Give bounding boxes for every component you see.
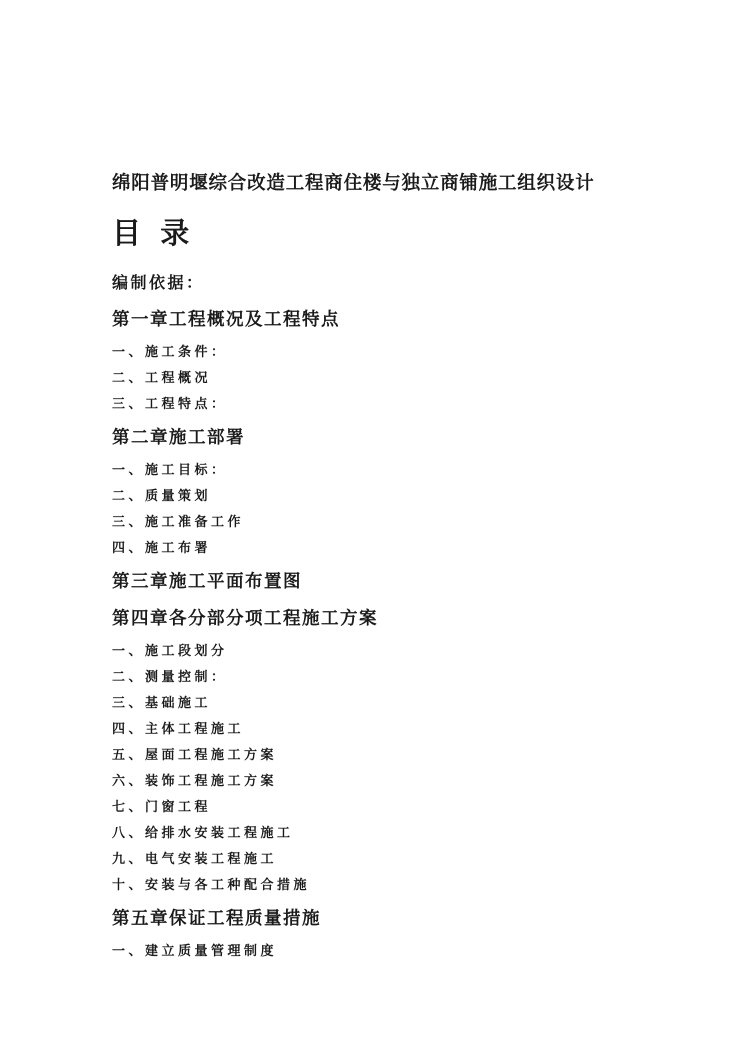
toc-entry-item: 三、工程特点： — [112, 396, 228, 411]
toc-entry-item: 十、安装与各工种配合措施 — [112, 877, 311, 892]
toc-entry-item: 二、质量策划 — [112, 488, 212, 503]
toc-entry-item: 三、基础施工 — [112, 695, 212, 710]
toc-entry-chapter: 第一章工程概况及工程特点 — [112, 309, 340, 329]
toc-entry-item: 一、施工条件： — [112, 344, 228, 359]
toc-entry-item: 一、施工段划分 — [112, 643, 228, 658]
toc-entry-chapter: 第四章各分部分项工程施工方案 — [112, 608, 378, 628]
toc-entry-item: 二、测量控制： — [112, 669, 228, 684]
toc-list — [112, 274, 654, 959]
toc-entry-item: 八、给排水安装工程施工 — [112, 825, 294, 840]
toc-entry-chapter: 第三章施工平面布置图 — [112, 571, 302, 591]
toc-entry-item: 四、主体工程施工 — [112, 721, 245, 736]
toc-entry-item: 九、电气安装工程施工 — [112, 851, 278, 866]
toc-entry-item: 五、屋面工程施工方案 — [112, 747, 278, 762]
toc-heading: 目 录 — [112, 218, 196, 250]
toc-entry-item: 六、装饰工程施工方案 — [112, 773, 278, 788]
toc-entry-item: 二、工程概况 — [112, 370, 212, 385]
toc-entry-section: 编制依据： — [112, 275, 205, 292]
toc-entry-chapter: 第二章施工部署 — [112, 427, 245, 447]
toc-entry-item: 三、施工准备工作 — [112, 514, 245, 529]
document-title: 绵阳普明堰综合改造工程商住楼与独立商铺施工组织设计 — [112, 174, 595, 194]
toc-entry-chapter: 第五章保证工程质量措施 — [112, 908, 321, 928]
toc-entry-item: 一、施工目标： — [112, 462, 228, 477]
toc-entry-item: 一、建立质量管理制度 — [112, 943, 278, 958]
toc-entry-item: 四、施工布署 — [112, 540, 212, 555]
toc-entry-item: 七、门窗工程 — [112, 799, 212, 814]
